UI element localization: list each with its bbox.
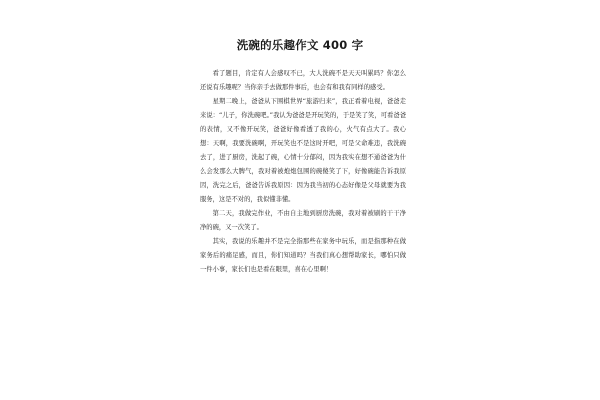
page-title: 洗碗的乐趣作文 400 字	[236, 38, 364, 52]
paragraph: 第二天，我做完作业，不由自主地到厨房洗碗，我对着被刷的干干净净的碗，又一次笑了。	[200, 210, 406, 231]
paragraph: 星期二晚上，爸爸从下围棋世界“旅游归来”，我正看着电视，爸爸走来说：“儿子，你洗碗吧。”我认为爸爸是开玩笑的，于是笑了笑，可看爸爸的表情，又不像开玩笑，爸爸好像看透了我的心，火气有点大了。我心想：天啊，我要洗碗啊，开玩笑也不是这时开吧，可是父命难违，我洗碗去了，进了厨房，洗起了碗，心情十分郁闷，因为我实在想不通爸爸为什么会发那么大脾气，我对着被炮炮包围的碗傻笑了下，好像碗能告诉我原因，洗完之后，爸爸告诉我原因：因为我当初的心态好像是父母就要为我服务，这是不对的，我似懂非懂。	[200, 98, 406, 203]
paragraph: 看了题目，肯定有人会感叹不已，大人洗碗不是天天叫累吗？你怎么还说有乐趣呢？当你亲手去做那件事后，也会有和我有同样的感受。	[200, 70, 406, 91]
essay-body	[200, 67, 406, 277]
paragraph: 其实，我说的乐趣并不是完全指那些在家务中玩乐，而是指那种在做家务后的痛足感，而且，你们知道吗？当我们真心想帮助家长，哪怕只做一件小事，家长们也是看在眼里，喜在心里啊！	[200, 238, 406, 273]
